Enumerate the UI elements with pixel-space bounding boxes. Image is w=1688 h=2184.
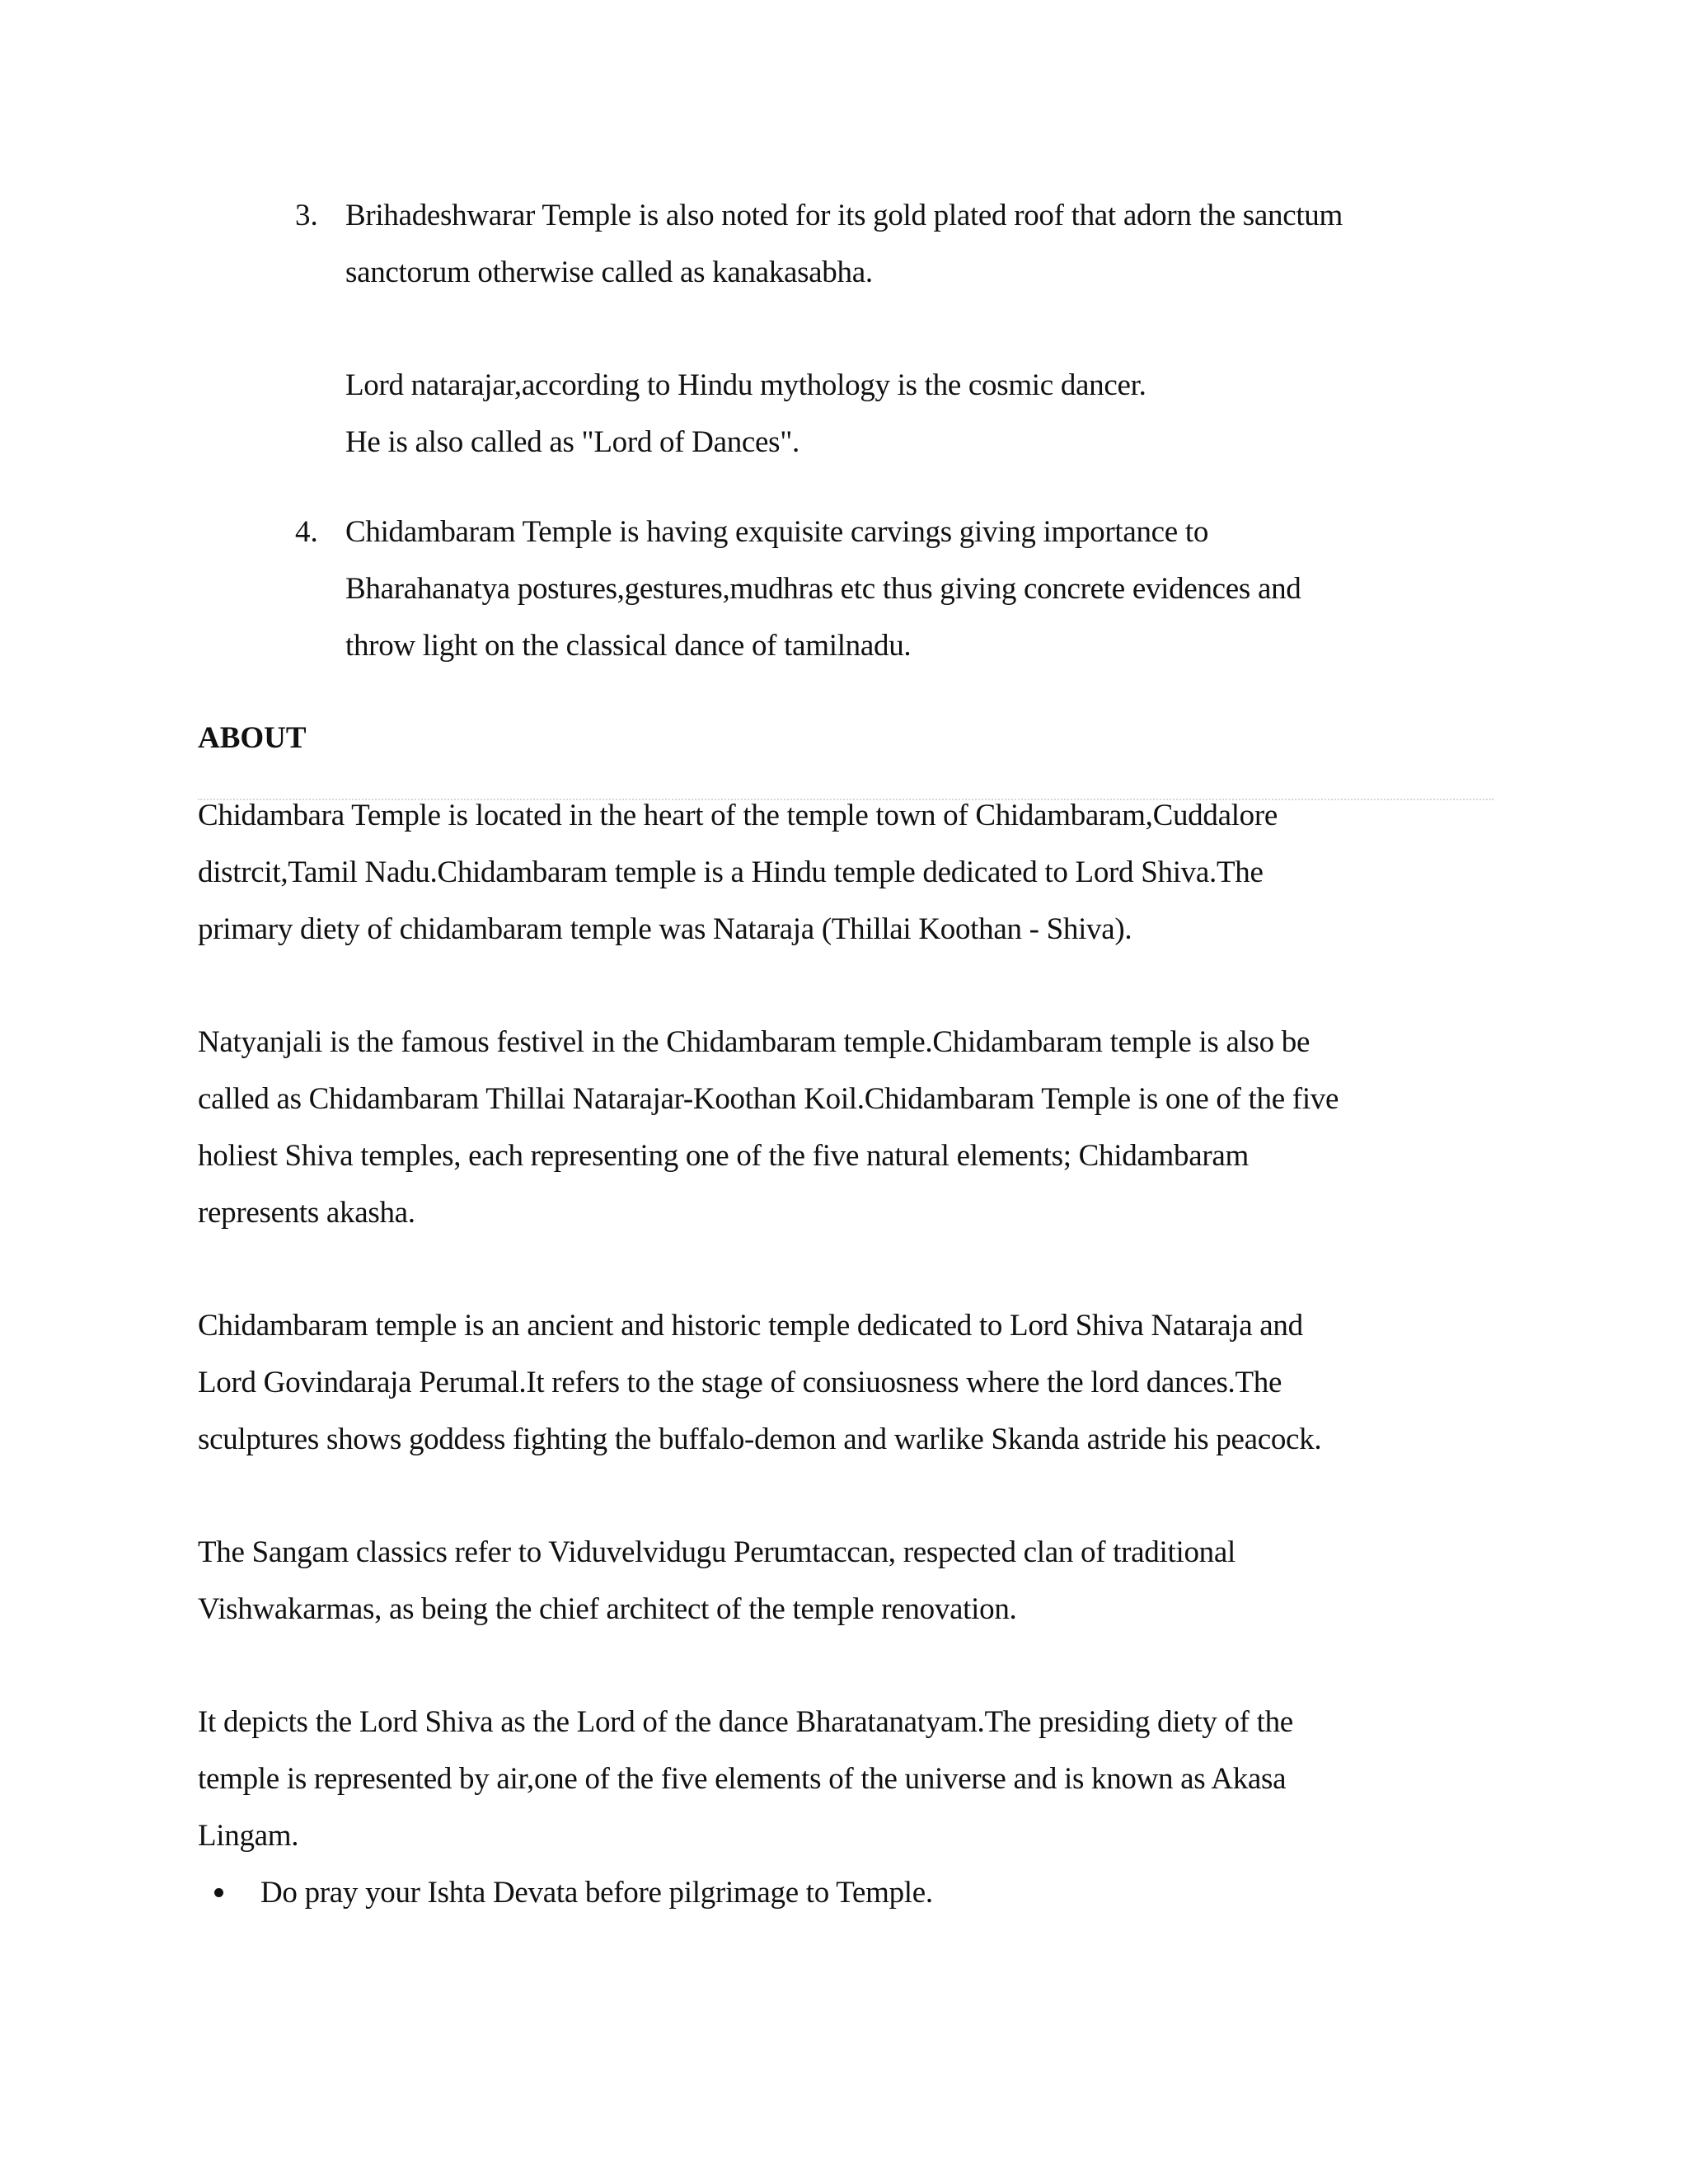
paragraph-1-line-3: primary diety of chidambaram temple was Nataraja (Thillai Koothan - Shiva). xyxy=(198,912,1132,946)
bullet-item: Do pray your Ishta Devata before pilgrimage to Temple. xyxy=(260,1876,933,1910)
list-item-3-line-2: sanctorum otherwise called as kanakasabha. xyxy=(345,255,873,289)
list-item-3-extra-1: Lord natarajar,according to Hindu mythology is the cosmic dancer. xyxy=(345,368,1146,402)
bullet-icon xyxy=(214,1888,223,1897)
paragraph-4-line-1: The Sangam classics refer to Viduvelvidugu Perumtaccan, respected clan of traditional xyxy=(198,1535,1236,1569)
paragraph-2-line-2: called as Chidambaram Thillai Natarajar-Koothan Koil.Chidambaram Temple is one of the five xyxy=(198,1082,1339,1116)
paragraph-5-line-2: temple is represented by air,one of the five elements of the universe and is known as Akasa xyxy=(198,1762,1287,1796)
paragraph-2-line-4: represents akasha. xyxy=(198,1196,415,1230)
paragraph-3-line-1: Chidambaram temple is an ancient and historic temple dedicated to Lord Shiva Nataraja and xyxy=(198,1309,1303,1343)
paragraph-3-line-3: sculptures shows goddess fighting the buffalo-demon and warlike Skanda astride his peacock. xyxy=(198,1422,1322,1456)
list-item-3-line-1: Brihadeshwarar Temple is also noted for its gold plated roof that adorn the sanctum xyxy=(345,199,1343,232)
paragraph-4-line-2: Vishwakarmas, as being the chief architect of the temple renovation. xyxy=(198,1592,1017,1626)
list-number: 3. xyxy=(295,199,318,232)
paragraph-2-line-1: Natyanjali is the famous festivel in the Chidambaram temple.Chidambaram temple is also be xyxy=(198,1025,1311,1059)
list-item-4-line-3: throw light on the classical dance of tamilnadu. xyxy=(345,629,912,663)
list-item-4-line-2: Bharahanatya postures,gestures,mudhras etc thus giving concrete evidences and xyxy=(345,572,1301,606)
paragraph-2-line-3: holiest Shiva temples, each representing one of the five natural elements; Chidambaram xyxy=(198,1139,1249,1173)
paragraph-1-line-1: Chidambara Temple is located in the heart of the temple town of Chidambaram,Cuddalore xyxy=(198,799,1278,832)
paragraph-5-line-3: Lingam. xyxy=(198,1819,299,1853)
paragraph-1-line-2: distrcit,Tamil Nadu.Chidambaram temple is a Hindu temple dedicated to Lord Shiva.The xyxy=(198,855,1264,889)
paragraph-3-line-2: Lord Govindaraja Perumal.It refers to the stage of consiuosness where the lord dances.The xyxy=(198,1366,1282,1399)
paragraph-5-line-1: It depicts the Lord Shiva as the Lord of the dance Bharatanatyam.The presiding diety of the xyxy=(198,1705,1293,1739)
list-item-4-line-1: Chidambaram Temple is having exquisite carvings giving importance to xyxy=(345,515,1209,549)
list-number: 4. xyxy=(295,515,318,549)
section-heading: ABOUT xyxy=(198,721,307,755)
list-item-3-extra-2: He is also called as "Lord of Dances". xyxy=(345,425,800,459)
